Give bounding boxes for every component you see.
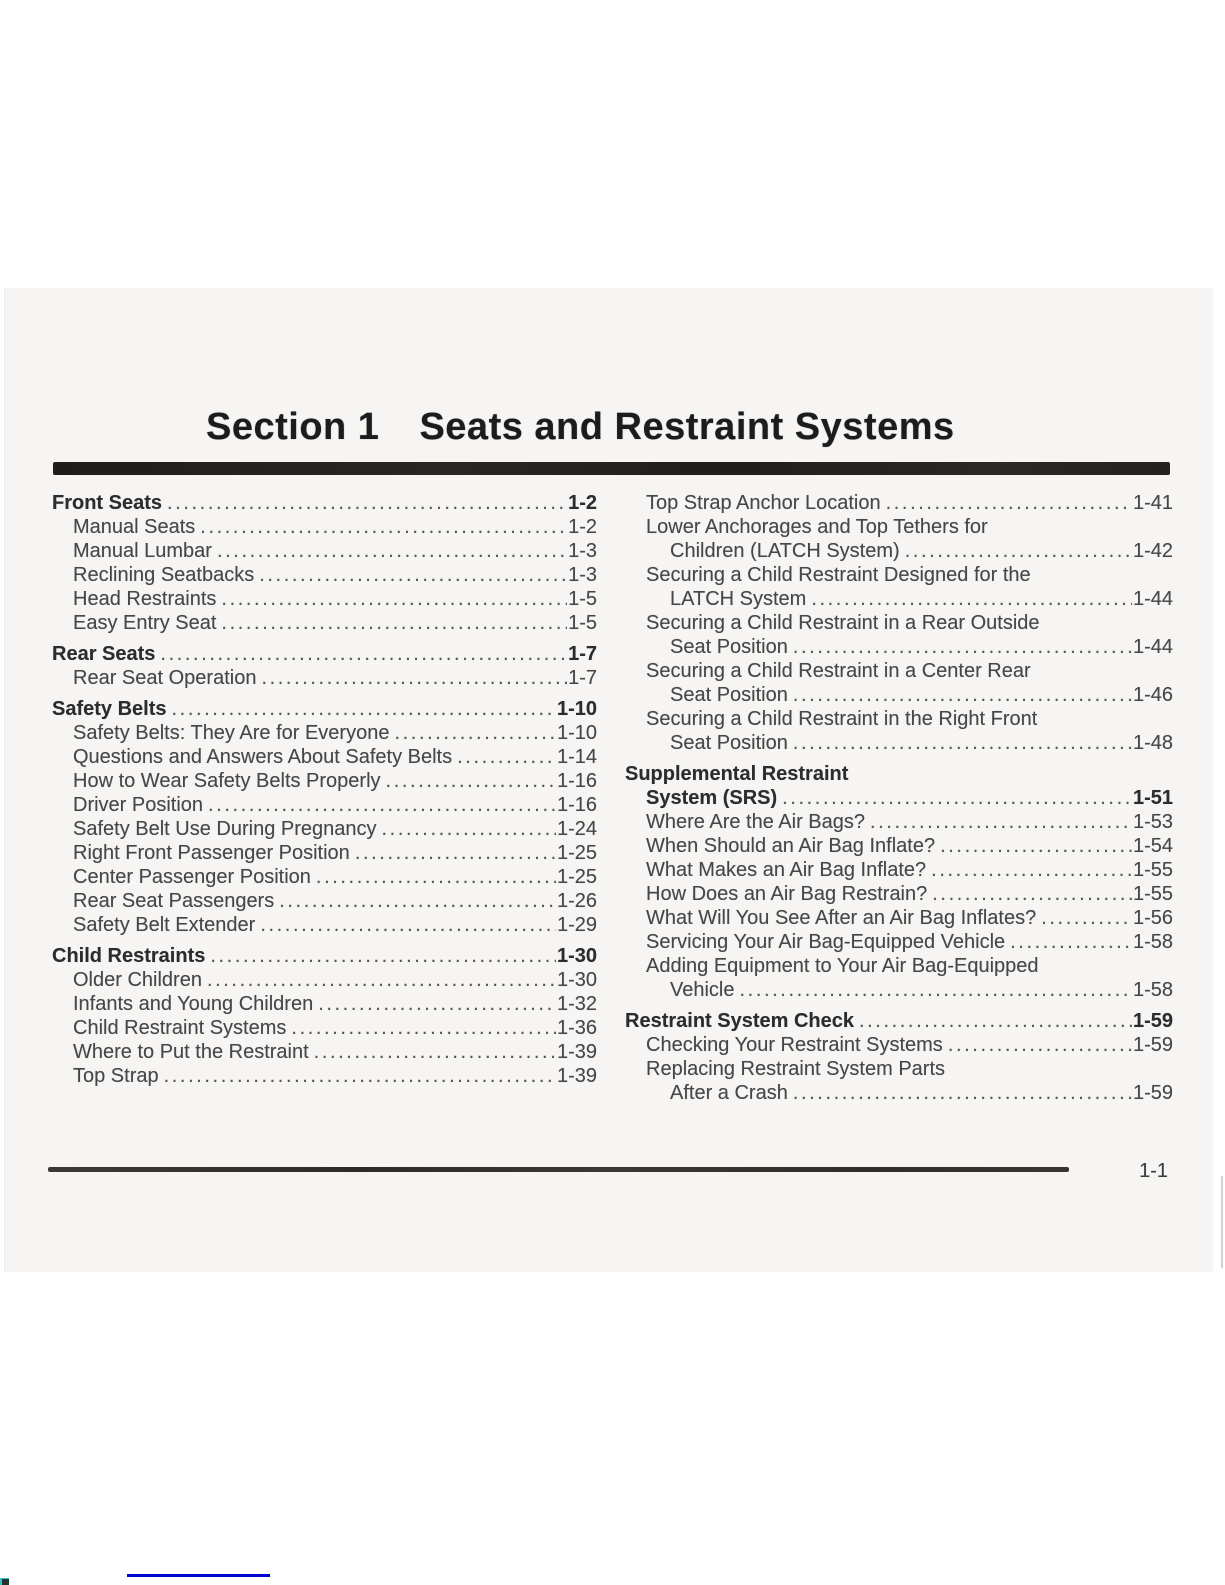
- toc-entry-label: Lower Anchorages and Top Tethers for: [646, 516, 988, 538]
- toc-entry-label: Reclining Seatbacks: [73, 564, 255, 586]
- toc-entry-page: 1-58: [1132, 979, 1173, 1001]
- toc-entry-label: Securing a Child Restraint in a Rear Outside: [646, 612, 1040, 634]
- toc-entry-page: 1-24: [556, 818, 597, 840]
- toc-entry: [625, 1033, 1173, 1057]
- toc-entry: [625, 906, 1173, 930]
- toc-leader-dots: [221, 611, 567, 635]
- toc-leader-dots: [859, 1009, 1132, 1033]
- toc-entry: [52, 642, 597, 666]
- toc-entry-page: 1-5: [568, 588, 597, 610]
- toc-entry-page: 1-16: [556, 794, 597, 816]
- toc-entry: [625, 539, 1173, 563]
- toc-entry: [625, 611, 1173, 635]
- toc-entry: [52, 721, 597, 745]
- toc-entry-label: Children (LATCH System): [670, 540, 900, 562]
- toc-entry-label: LATCH System: [670, 588, 807, 610]
- toc-leader-dots: [291, 1016, 556, 1040]
- toc-entry-page: 1-55: [1132, 883, 1173, 905]
- toc-entry: [52, 865, 597, 889]
- toc-entry-label: Adding Equipment to Your Air Bag-Equipped: [646, 955, 1039, 977]
- toc-entry: [625, 978, 1173, 1002]
- toc-entry: [52, 611, 597, 635]
- toc-entry-label: Where to Put the Restraint: [73, 1041, 309, 1063]
- toc-entry: [52, 841, 597, 865]
- toc-leader-dots: [160, 642, 567, 666]
- toc-entry-page: 1-36: [556, 1017, 597, 1039]
- toc-entry-page: 1-42: [1132, 540, 1173, 562]
- toc-entry-page: 1-7: [568, 667, 597, 689]
- toc-entry: [52, 944, 597, 968]
- toc-entry-page: 1-54: [1132, 835, 1173, 857]
- toc-entry-page: 1-30: [556, 945, 597, 967]
- toc-entry-label: Servicing Your Air Bag-Equipped Vehicle: [646, 931, 1006, 953]
- toc-entry-page: 1-58: [1132, 931, 1173, 953]
- toc-entry-label: When Should an Air Bag Inflate?: [646, 835, 936, 857]
- toc-entry-page: 1-30: [556, 969, 597, 991]
- toc-leader-dots: [793, 731, 1132, 755]
- toc-entry-page: 1-10: [556, 698, 597, 720]
- toc-leader-dots: [793, 683, 1132, 707]
- toc-column-right: [625, 491, 1173, 1105]
- toc-entry-label: Checking Your Restraint Systems: [646, 1034, 943, 1056]
- toc-leader-dots: [793, 635, 1132, 659]
- toc-entry: [625, 731, 1173, 755]
- toc-leader-dots: [207, 968, 556, 992]
- toc-entry: [52, 1016, 597, 1040]
- toc-leader-dots: [355, 841, 556, 865]
- toc-entry-page: 1-44: [1132, 588, 1173, 610]
- scan-artifact-blue-line: [127, 1574, 270, 1577]
- toc-entry-label: Easy Entry Seat: [73, 612, 217, 634]
- toc-leader-dots: [314, 1040, 556, 1064]
- toc-entry-page: 1-59: [1132, 1010, 1173, 1032]
- toc-leader-dots: [316, 865, 556, 889]
- toc-entry-page: 1-16: [556, 770, 597, 792]
- toc-entry-label: Driver Position: [73, 794, 204, 816]
- toc-entry-page: 1-48: [1132, 732, 1173, 754]
- toc-entry-label: Front Seats: [52, 492, 163, 514]
- toc-entry-label: Center Passenger Position: [73, 866, 311, 888]
- toc-entry: [625, 858, 1173, 882]
- toc-entry-page: 1-39: [556, 1065, 597, 1087]
- toc-entry: [52, 817, 597, 841]
- toc-entry-page: 1-25: [556, 866, 597, 888]
- toc-leader-dots: [382, 817, 556, 841]
- toc-entry-page: 1-46: [1132, 684, 1173, 706]
- toc-entry: [625, 810, 1173, 834]
- toc-entry-label: Safety Belt Use During Pregnancy: [73, 818, 377, 840]
- toc-entry-label: Rear Seats: [52, 643, 156, 665]
- toc-entry-label: Vehicle: [670, 979, 735, 1001]
- toc-entry-label: Top Strap: [73, 1065, 159, 1087]
- toc-leader-dots: [208, 793, 556, 817]
- toc-entry-page: 1-51: [1132, 787, 1173, 809]
- scanned-page: [4, 288, 1213, 1272]
- toc-entry-label: Rear Seat Passengers: [73, 890, 275, 912]
- toc-entry: [52, 889, 597, 913]
- toc-leader-dots: [948, 1033, 1132, 1057]
- scan-artifact-corner-mark: [0, 1578, 9, 1585]
- toc-entry-page: 1-32: [556, 993, 597, 1015]
- toc-entry-page: 1-56: [1132, 907, 1173, 929]
- toc-entry-label: How to Wear Safety Belts Properly: [73, 770, 381, 792]
- toc-entry: [625, 563, 1173, 587]
- toc-entry: [52, 913, 597, 937]
- toc-entry-label: Safety Belt Extender: [73, 914, 256, 936]
- toc-entry: [52, 539, 597, 563]
- toc-leader-dots: [259, 563, 567, 587]
- toc-entry: [52, 587, 597, 611]
- toc-leader-dots: [1010, 930, 1132, 954]
- toc-entry-page: 1-14: [556, 746, 597, 768]
- toc-entry: [625, 635, 1173, 659]
- toc-entry: [625, 834, 1173, 858]
- toc-leader-dots: [279, 889, 556, 913]
- toc-leader-dots: [793, 1081, 1132, 1105]
- toc-entry-label: Questions and Answers About Safety Belts: [73, 746, 453, 768]
- toc-entry-label: Restraint System Check: [625, 1010, 854, 1032]
- toc-leader-dots: [221, 587, 567, 611]
- scan-artifact-page-edge: [1221, 1176, 1223, 1268]
- toc-entry-label: Safety Belts: They Are for Everyone: [73, 722, 390, 744]
- toc-entry-label: Child Restraints: [52, 945, 206, 967]
- toc-entry-page: 1-29: [556, 914, 597, 936]
- toc-entry: [625, 515, 1173, 539]
- toc-entry: [625, 707, 1173, 731]
- toc-entry: [625, 1009, 1173, 1033]
- toc-entry: [625, 659, 1173, 683]
- toc-entry-page: 1-2: [568, 492, 597, 514]
- toc-entry-label: Safety Belts: [52, 698, 167, 720]
- toc-entry-page: 1-3: [568, 564, 597, 586]
- toc-entry-page: 1-59: [1132, 1082, 1173, 1104]
- toc-entry: [625, 954, 1173, 978]
- toc-entry-label: Manual Lumbar: [73, 540, 212, 562]
- toc-leader-dots: [905, 539, 1132, 563]
- toc-entry-page: 1-55: [1132, 859, 1173, 881]
- section-number: Section 1: [206, 406, 380, 448]
- toc-entry: [625, 930, 1173, 954]
- toc-entry: [52, 697, 597, 721]
- toc-leader-dots: [260, 913, 556, 937]
- toc-entry-page: 1-44: [1132, 636, 1173, 658]
- toc-entry-label: Securing a Child Restraint Designed for the: [646, 564, 1031, 586]
- toc-leader-dots: [386, 769, 556, 793]
- toc-entry: [52, 515, 597, 539]
- toc-leader-dots: [318, 992, 556, 1016]
- toc-leader-dots: [870, 810, 1132, 834]
- toc-entry-page: 1-3: [568, 540, 597, 562]
- toc-entry-page: 1-41: [1132, 492, 1173, 514]
- toc-entry: [625, 683, 1173, 707]
- toc-entry: [52, 563, 597, 587]
- toc-leader-dots: [457, 745, 556, 769]
- page-number: 1-1: [1139, 1160, 1168, 1182]
- toc-entry: [625, 1057, 1173, 1081]
- section-title: Seats and Restraint Systems: [419, 406, 955, 448]
- toc-entry-label: How Does an Air Bag Restrain?: [646, 883, 928, 905]
- toc-entry-label: Securing a Child Restraint in a Center Rear: [646, 660, 1031, 682]
- toc-entry: [625, 491, 1173, 515]
- toc-entry: [52, 769, 597, 793]
- toc-leader-dots: [164, 1064, 556, 1088]
- toc-entry-label: Seat Position: [670, 684, 788, 706]
- toc-entry: [52, 793, 597, 817]
- toc-entry-label: Securing a Child Restraint in the Right Front: [646, 708, 1038, 730]
- toc-leader-dots: [210, 944, 556, 968]
- toc-entry-label: After a Crash: [670, 1082, 788, 1104]
- toc-entry-page: 1-25: [556, 842, 597, 864]
- toc-entry-label: Right Front Passenger Position: [73, 842, 350, 864]
- toc-entry: [625, 786, 1173, 810]
- toc-entry: [52, 745, 597, 769]
- toc-entry: [52, 992, 597, 1016]
- toc-entry-label: Head Restraints: [73, 588, 217, 610]
- toc-entry-label: Seat Position: [670, 732, 788, 754]
- toc-entry-page: 1-59: [1132, 1034, 1173, 1056]
- toc-leader-dots: [217, 539, 567, 563]
- toc-entry: [52, 491, 597, 515]
- toc-entry-page: 1-26: [556, 890, 597, 912]
- toc-entry-page: 1-5: [568, 612, 597, 634]
- toc-leader-dots: [1041, 906, 1132, 930]
- toc-entry-label: Replacing Restraint System Parts: [646, 1058, 946, 1080]
- toc-leader-dots: [782, 786, 1132, 810]
- toc-leader-dots: [886, 491, 1132, 515]
- toc-entry: [52, 1040, 597, 1064]
- toc-entry-label: What Will You See After an Air Bag Inflates?: [646, 907, 1037, 929]
- footer-rule: [48, 1167, 1069, 1172]
- toc-entry: [52, 1064, 597, 1088]
- toc-entry-label: Rear Seat Operation: [73, 667, 257, 689]
- toc-leader-dots: [940, 834, 1132, 858]
- toc-entry-page: 1-10: [556, 722, 597, 744]
- toc-entry-label: Infants and Young Children: [73, 993, 314, 1015]
- toc-entry-label: System (SRS): [646, 787, 778, 809]
- toc-entry-label: Child Restraint Systems: [73, 1017, 287, 1039]
- toc-column-left: [52, 491, 597, 1088]
- toc-entry-label: Where Are the Air Bags?: [646, 811, 866, 833]
- toc-leader-dots: [172, 697, 556, 721]
- toc-entry: [52, 666, 597, 690]
- toc-leader-dots: [932, 882, 1132, 906]
- toc-entry: [625, 587, 1173, 611]
- toc-entry-label: Seat Position: [670, 636, 788, 658]
- toc-leader-dots: [167, 491, 567, 515]
- toc-entry-label: Supplemental Restraint: [625, 763, 849, 785]
- toc-entry: [625, 1081, 1173, 1105]
- toc-leader-dots: [394, 721, 556, 745]
- toc-entry-page: 1-39: [556, 1041, 597, 1063]
- toc-leader-dots: [200, 515, 567, 539]
- toc-entry-label: Top Strap Anchor Location: [646, 492, 881, 514]
- toc-entry-page: 1-2: [568, 516, 597, 538]
- toc-entry-label: Older Children: [73, 969, 202, 991]
- title-rule: [53, 462, 1170, 475]
- toc-leader-dots: [811, 587, 1132, 611]
- toc-leader-dots: [931, 858, 1132, 882]
- toc-entry-page: 1-7: [568, 643, 597, 665]
- page-title: [206, 406, 955, 449]
- toc-leader-dots: [261, 666, 567, 690]
- toc-entry-label: Manual Seats: [73, 516, 196, 538]
- toc-leader-dots: [740, 978, 1132, 1002]
- toc-entry: [625, 882, 1173, 906]
- toc-entry-page: 1-53: [1132, 811, 1173, 833]
- toc-entry: [52, 968, 597, 992]
- toc-entry: [625, 762, 1173, 786]
- toc-entry-label: What Makes an Air Bag Inflate?: [646, 859, 927, 881]
